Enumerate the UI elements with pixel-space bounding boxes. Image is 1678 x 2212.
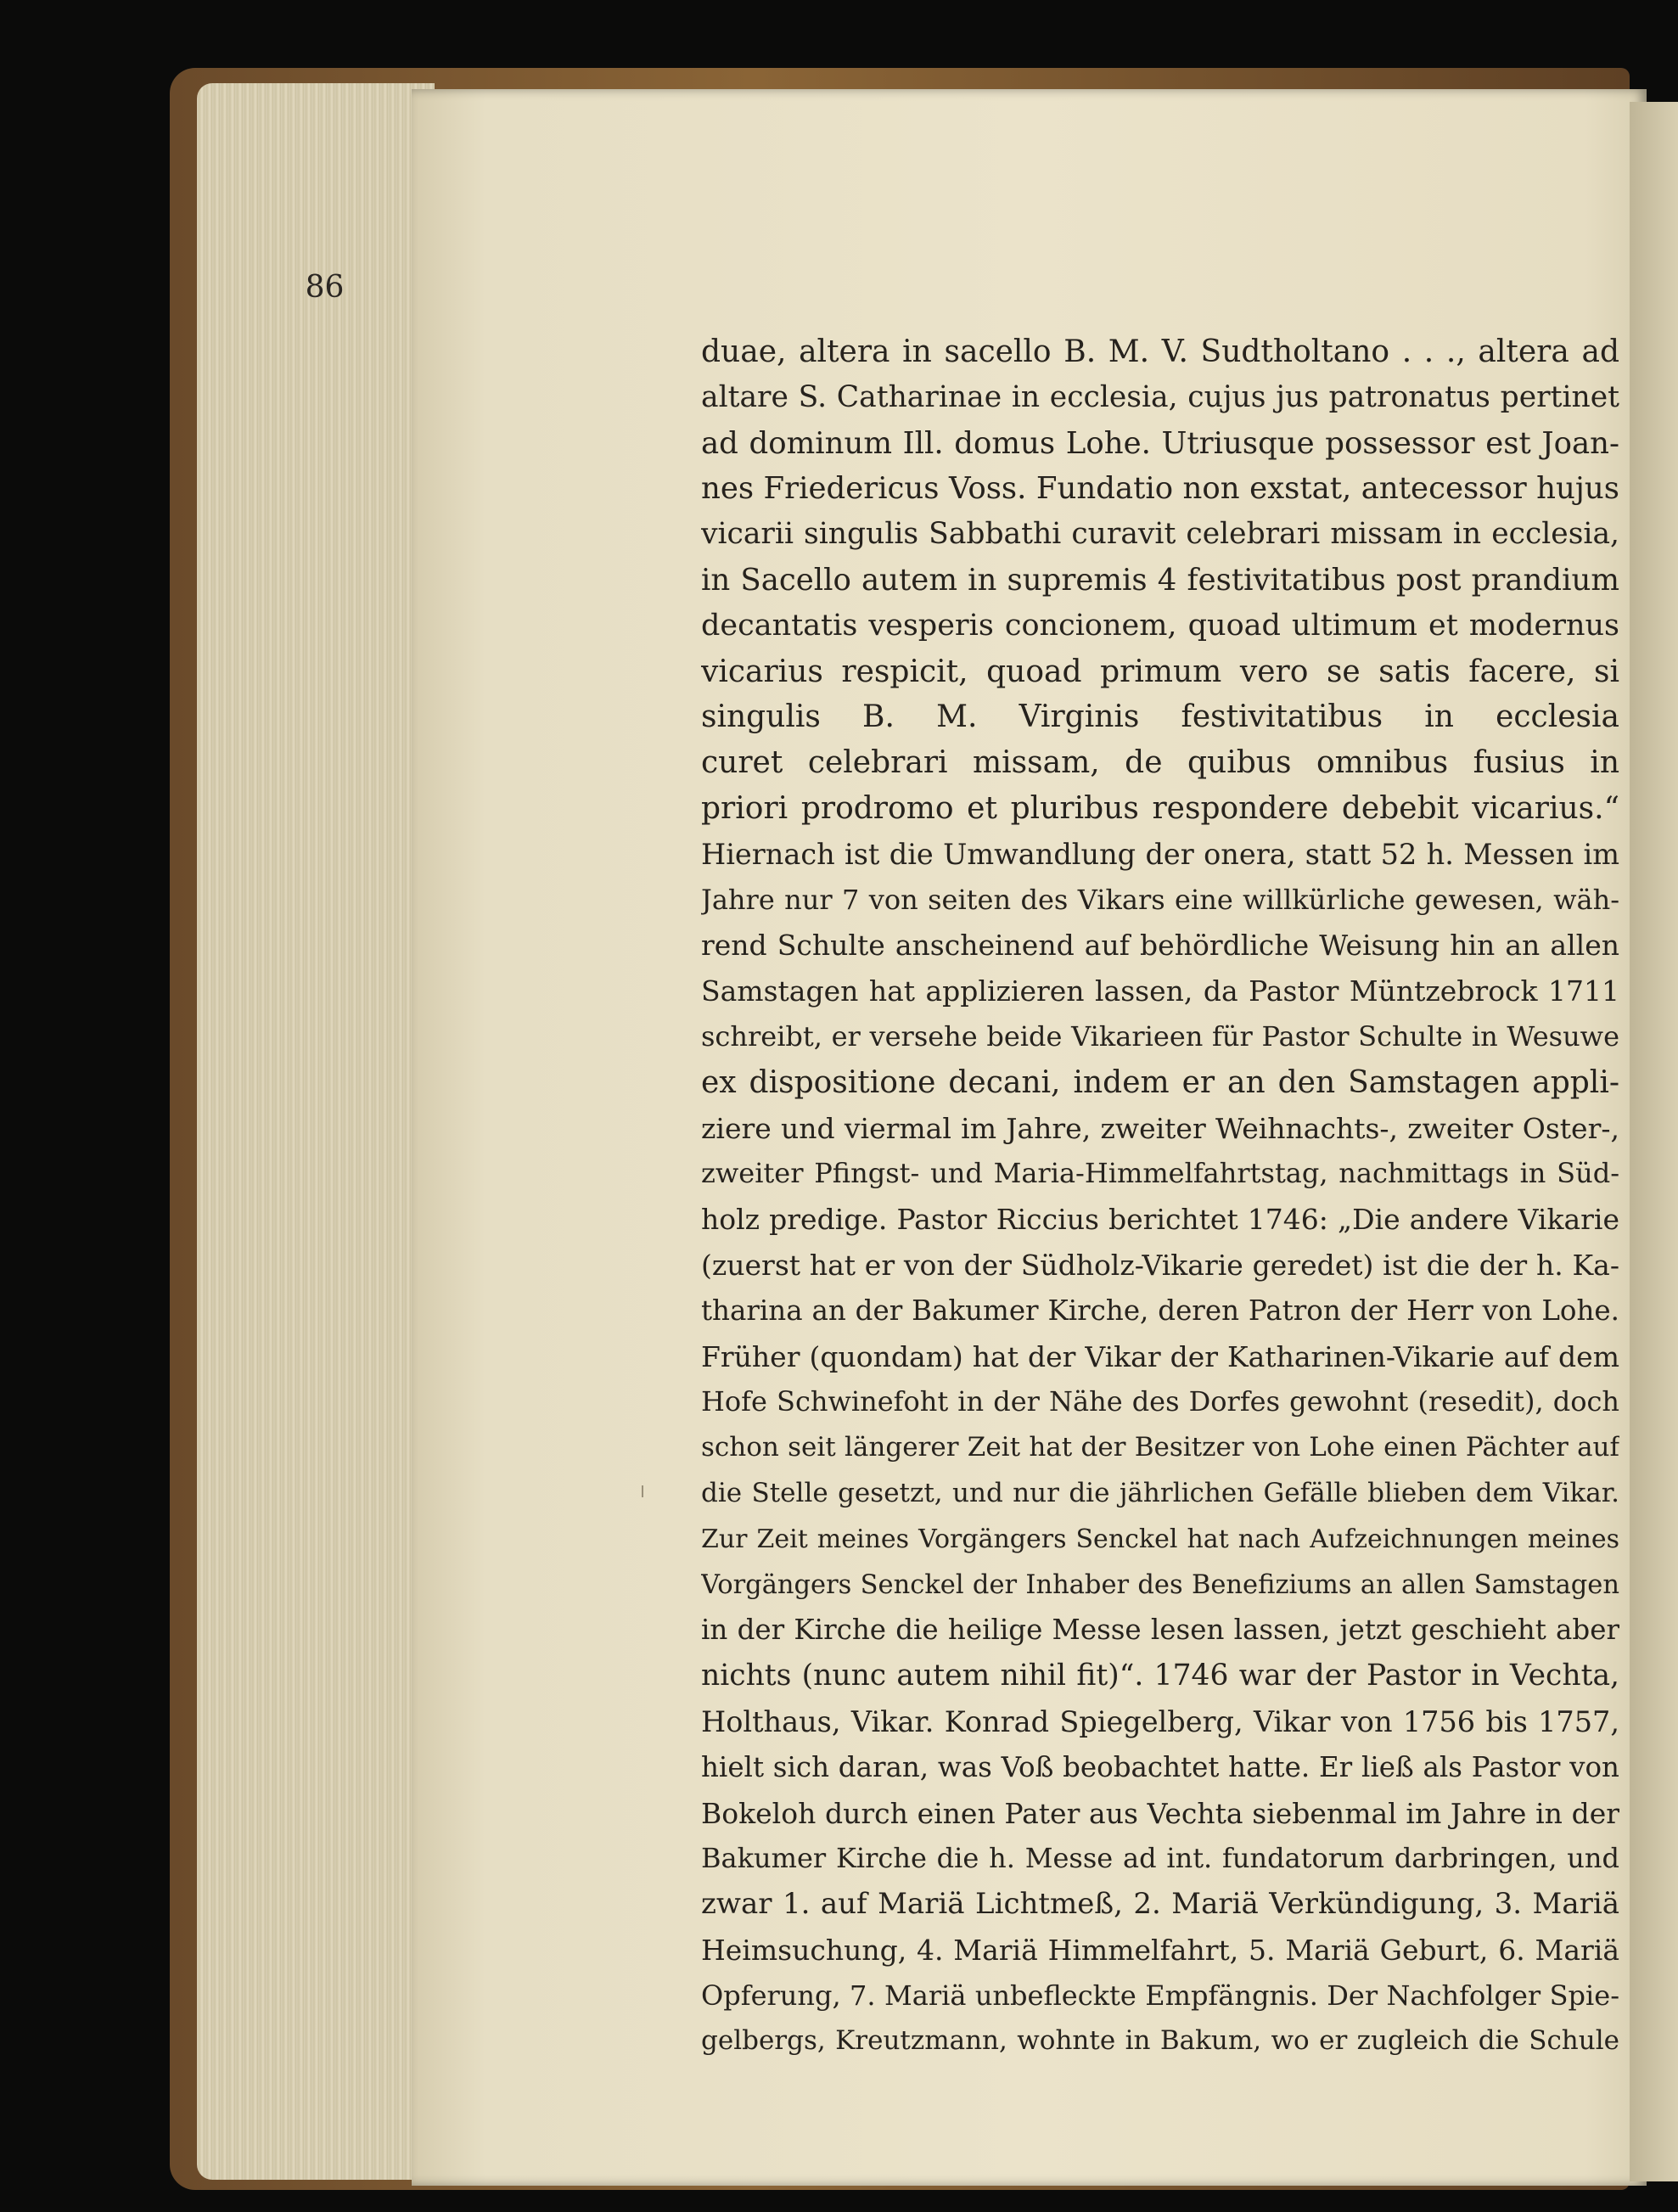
text-line: in der Kirche die heilige Messe lesen lassen, jetzt geschieht aber xyxy=(701,1614,1619,1647)
text-line: tharina an der Bakumer Kirche, deren Patron der Herr von Lohe. xyxy=(701,1294,1619,1327)
text-line: singulis B. M. Virginis festivitatibus in ecclesia xyxy=(701,699,1619,735)
text-line: (zuerst hat er von der Südholz-Vikarie geredet) ist die der h. Ka- xyxy=(701,1248,1619,1282)
text-line: die Stelle gesetzt, und nur die jährlichen Gefälle blieben dem Vikar. xyxy=(701,1477,1619,1508)
text-line: Bokeloh durch einen Pater aus Vechta siebenmal im Jahre in der xyxy=(701,1796,1619,1830)
text-line: schreibt, er versehe beide Vikarieen für Pastor Schulte in Wesuwe xyxy=(701,1019,1619,1053)
text-line: rend Schulte anscheinend auf behördliche Weisung hin an allen xyxy=(701,929,1619,963)
text-line: Hofe Schwinefoht in der Nähe des Dorfes gewohnt (resedit), doch xyxy=(701,1385,1619,1418)
text-line: decantatis vesperis concionem, quoad ultimum et modernus xyxy=(701,608,1619,643)
facing-page-edge xyxy=(1630,102,1678,2181)
text-line: nes Friedericus Voss. Fundatio non exstat, antecessor hujus xyxy=(701,471,1619,507)
text-line: hielt sich daran, was Voß beobachtet hatte. Er ließ als Pastor von xyxy=(701,1750,1619,1783)
text-line: Früher (quondam) hat der Vikar der Katharinen-Vikarie auf dem xyxy=(701,1339,1619,1373)
text-line: priori prodromo et pluribus respondere debebit vicarius.“ xyxy=(701,790,1619,826)
page-number-row xyxy=(0,270,1678,305)
text-line: schon seit längerer Zeit hat der Besitzer von Lohe einen Pächter auf xyxy=(701,1432,1619,1463)
text-line: Vorgängers Senckel der Inhaber des Benefiziums an allen Samstagen xyxy=(701,1569,1619,1600)
text-line: altare S. Catharinae in ecclesia, cujus jus patronatus pertinet xyxy=(701,379,1619,414)
text-line: zweiter Pfingst- und Maria-Himmelfahrtstag, nachmittags in Süd- xyxy=(701,1157,1619,1190)
text-line: holz predige. Pastor Riccius berichtet 1746: „Die andere Vikarie xyxy=(701,1203,1619,1237)
text-line: duae, altera in sacello B. M. V. Sudtholtano . . ., altera ad xyxy=(701,334,1619,369)
text-line: ad dominum Ill. domus Lohe. Utriusque possessor est Joan- xyxy=(701,425,1619,461)
text-line: curet celebrari missam, de quibus omnibus fusius in xyxy=(701,745,1619,781)
text-line: Heimsuchung, 4. Mariä Himmelfahrt, 5. Mariä Geburt, 6. Mariä xyxy=(701,1933,1619,1967)
text-line: ex dispositione decani, indem er an den Samstagen appli- xyxy=(701,1064,1619,1100)
text-line: ziere und viermal im Jahre, zweiter Weihnachts-, zweiter Oster-, xyxy=(701,1111,1619,1145)
text-line: Hiernach ist die Umwandlung der onera, statt 52 h. Messen im xyxy=(701,837,1619,871)
text-line: zwar 1. auf Mariä Lichtmeß, 2. Mariä Verkündigung, 3. Mariä xyxy=(701,1887,1619,1922)
text-line: Jahre nur 7 von seiten des Vikars eine willkürliche gewesen, wäh- xyxy=(701,883,1619,916)
text-line: gelbergs, Kreutzmann, wohnte in Bakum, wo er zugleich die Schule xyxy=(701,2025,1619,2057)
text-line: in Sacello autem in supremis 4 festivitatibus post prandium xyxy=(701,562,1619,598)
body-text xyxy=(701,329,1619,2064)
text-line: vicarius respicit, quoad primum vero se satis facere, si xyxy=(701,654,1619,689)
text-line: nichts (nunc autem nihil fit)“. 1746 war der Pastor in Vechta, xyxy=(701,1659,1619,1693)
text-line: Samstagen hat applizieren lassen, da Pastor Müntzebrock 1711 xyxy=(701,974,1619,1008)
text-line: Opferung, 7. Mariä unbefleckte Empfängnis. Der Nachfolger Spie- xyxy=(701,1979,1619,2012)
margin-mark xyxy=(642,1485,643,1497)
page-number: 86 xyxy=(305,270,345,305)
text-line: Bakumer Kirche die h. Messe ad int. fundatorum darbringen, und xyxy=(701,1842,1619,1875)
text-line: vicarii singulis Sabbathi curavit celebrari missam in ecclesia, xyxy=(701,517,1619,552)
page-edges xyxy=(197,83,435,2180)
text-line: Holthaus, Vikar. Konrad Spiegelberg, Vikar von 1756 bis 1757, xyxy=(701,1704,1619,1738)
text-line: Zur Zeit meines Vorgängers Senckel hat nach Aufzeichnungen meines xyxy=(701,1524,1619,1554)
